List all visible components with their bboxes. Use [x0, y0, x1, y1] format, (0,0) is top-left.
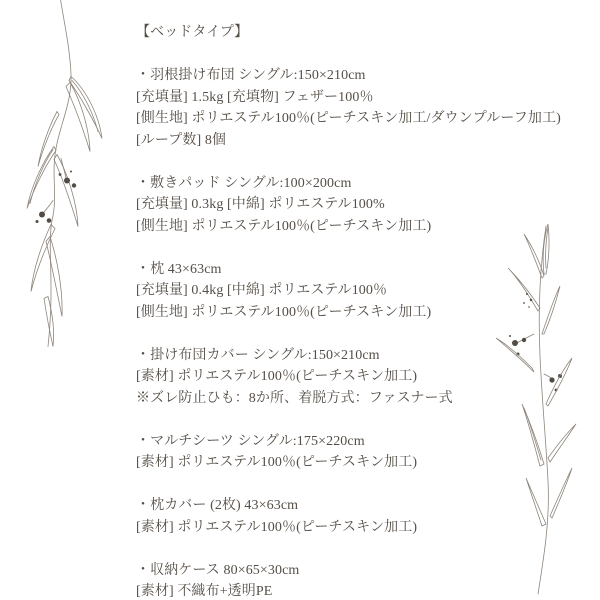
spec-text-block	[136, 22, 561, 600]
spec-section-storage-case	[136, 560, 561, 600]
spec-line-fabric: [側生地] ポリエステル100％(ピーチスキン加工)	[136, 218, 432, 234]
spec-line-item-name: ・掛け布団カバー シングル:150×210cm	[136, 347, 380, 363]
spec-line-material: [素材] ポリエステル100％(ピーチスキン加工)	[136, 519, 418, 535]
spec-section-feather-duvet	[136, 65, 561, 151]
spec-section-duvet-cover	[136, 345, 561, 410]
spec-line-filling: [充填量] 0.3kg [中綿] ポリエステル100%	[136, 197, 385, 212]
spec-title: 【ベッドタイプ】	[136, 25, 249, 40]
spec-section-pillow	[136, 259, 561, 324]
spec-line-material: [素材] ポリエステル100％(ピーチスキン加工)	[136, 369, 418, 384]
spec-line-item-name: ・枕カバー (2枚) 43×63cm	[136, 498, 299, 513]
spec-section-multi-sheet	[136, 431, 561, 474]
spec-line-note: ※ズレ防止ひも：8か所、着脱方式：ファスナー式	[136, 390, 453, 406]
spec-line-loops: [ループ数] 8個	[136, 132, 227, 148]
spec-line-material: [素材] 不織布+透明PE	[136, 584, 273, 599]
spec-line-fabric: [側生地] ポリエステル100％(ピーチスキン加工/ダウンプルーフ加工)	[136, 111, 561, 126]
spec-section-bed-pad	[136, 173, 561, 238]
spec-line-item-name: ・敷きパッド シングル:100×200cm	[136, 175, 352, 191]
spec-line-item-name: ・マルチシーツ シングル:175×220cm	[136, 433, 365, 449]
spec-line-filling: [充填量] 1.5kg [充填物] フェザー100％	[136, 89, 374, 105]
spec-line-item-name: ・収納ケース 80×65×30cm	[136, 562, 300, 578]
spec-line-item-name: ・枕 43×63cm	[136, 261, 222, 277]
spec-line-item-name: ・羽根掛け布団 シングル:150×210cm	[136, 68, 366, 83]
spec-line-material: [素材] ポリエステル100％(ピーチスキン加工)	[136, 455, 418, 470]
spec-line-filling: [充填量] 0.4kg [中綿] ポリエステル100％	[136, 283, 388, 298]
botanical-branch-left-illustration	[5, 0, 135, 352]
spec-section-pillow-cover	[136, 495, 561, 538]
spec-line-fabric: [側生地] ポリエステル100％(ピーチスキン加工)	[136, 304, 432, 320]
